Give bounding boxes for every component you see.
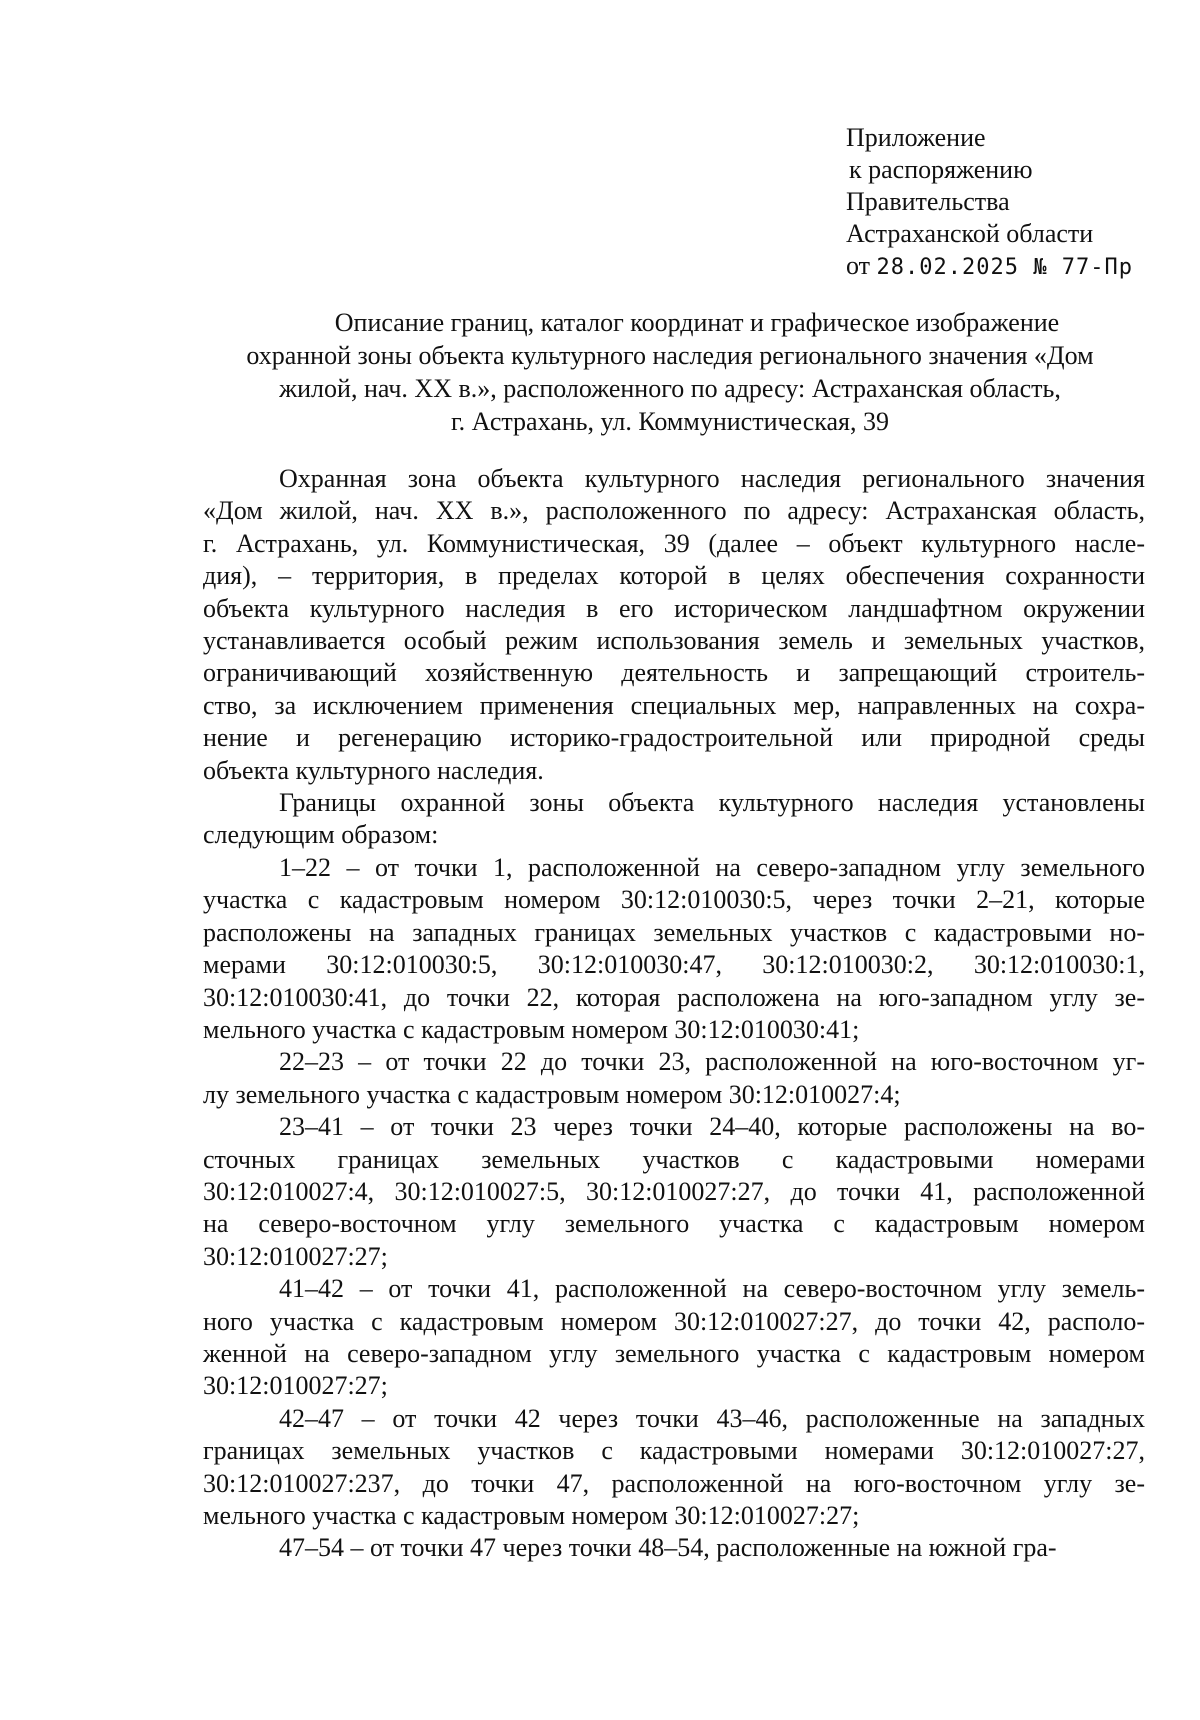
body-paragraph [203, 1532, 1145, 1564]
appendix-line: Приложение [846, 123, 986, 152]
body-paragraph [203, 1111, 1145, 1273]
body-paragraph [203, 852, 1145, 1046]
paragraph-line: расположены на западных границах земельных участков с кадастровыми но- [203, 917, 1145, 947]
paragraph-line: нение и регенерацию историко-градостроительной или природной среды [203, 723, 1145, 753]
appendix-date-line [846, 250, 1133, 284]
paragraph-line: ство, за исключением применения специальных мер, направленных на сохра- [203, 690, 1145, 720]
paragraph-line: 22–23 – от точки 22 до точки 23, расположенной на юго-восточном уг- [279, 1047, 1145, 1077]
title-line: Описание границ, каталог координат и графическое изображение [334, 308, 1060, 337]
paragraph-line: 30:12:010030:41, до точки 22, которая расположена на юго-западном углу зе- [203, 982, 1145, 1012]
paragraph-line: мельного участка с кадастровым номером 30:12:010030:41; [203, 1014, 860, 1044]
title-line: жилой, нач. XX в.», расположенного по адресу: Астраханская область, [279, 374, 1061, 403]
appendix-line: к распоряжению [849, 155, 1033, 184]
paragraph-line: ограничивающий хозяйственную деятельность и запрещающий строитель- [203, 658, 1145, 688]
appendix-header [846, 122, 1133, 284]
appendix-line: Астраханской области [846, 219, 1094, 248]
title-line: охранной зоны объекта культурного наследия регионального значения «Дом [246, 341, 1094, 370]
paragraph-line: 23–41 – от точки 23 через точки 24–40, которые расположены на во- [279, 1112, 1145, 1142]
paragraph-line: 42–47 – от точки 42 через точки 43–46, расположенные на западных [279, 1403, 1145, 1433]
paragraph-line: женной на северо-западном углу земельного участка с кадастровым номером [203, 1338, 1145, 1368]
appendix-line: Правительства [846, 187, 1010, 216]
paragraph-line: участка с кадастровым номером 30:12:010030:5, через точки 2–21, которые [203, 885, 1145, 915]
paragraph-line: следующим образом: [203, 820, 439, 850]
paragraph-line: на северо-восточном углу земельного участка с кадастровым номером [203, 1209, 1145, 1239]
paragraph-line: 47–54 – от точки 47 через точки 48–54, расположенные на южной гра- [279, 1533, 1057, 1563]
paragraph-line: лу земельного участка с кадастровым номером 30:12:010027:4; [203, 1079, 901, 1109]
paragraph-line: устанавливается особый режим использования земель и земельных участков, [203, 626, 1145, 656]
appendix-date-number: 28.02.2025 № 77-Пр [876, 255, 1133, 280]
paragraph-line: дия), – территория, в пределах которой в целях обеспечения сохранности [203, 561, 1145, 591]
paragraph-line: 41–42 – от точки 41, расположенной на северо-восточном углу земель- [279, 1274, 1145, 1304]
paragraph-line: объекта культурного наследия. [203, 755, 544, 785]
paragraph-line: 30:12:010027:4, 30:12:010027:5, 30:12:010027:27, до точки 41, расположенной [203, 1176, 1145, 1206]
body-paragraph [203, 1403, 1145, 1533]
body-paragraph [203, 1273, 1145, 1403]
paragraph-line: Охранная зона объекта культурного наследия регионального значения [279, 464, 1145, 493]
body-paragraph [203, 463, 1145, 787]
paragraph-line: мерами 30:12:010030:5, 30:12:010030:47, 30:12:010030:2, 30:12:010030:1, [203, 950, 1145, 980]
paragraph-line: сточных границах земельных участков с кадастровыми номерами [203, 1144, 1145, 1174]
document-body [203, 463, 1145, 1565]
paragraph-line: 1–22 – от точки 1, расположенной на северо-западном углу земельного [279, 852, 1145, 882]
body-paragraph [203, 787, 1145, 852]
paragraph-line: ного участка с кадастровым номером 30:12:010027:27, до точки 42, располо- [203, 1306, 1145, 1336]
body-paragraph [203, 1046, 1145, 1111]
title-line: г. Астрахань, ул. Коммунистическая, 39 [450, 407, 890, 436]
paragraph-line: 30:12:010027:237, до точки 47, расположенной на юго-восточном углу зе- [203, 1468, 1145, 1498]
paragraph-line: «Дом жилой, нач. XX в.», расположенного по адресу: Астраханская область, [203, 496, 1145, 526]
paragraph-line: г. Астрахань, ул. Коммунистическая, 39 (далее – объект культурного насле- [203, 528, 1145, 558]
paragraph-line: Границы охранной зоны объекта культурного наследия установлены [279, 788, 1145, 818]
paragraph-line: мельного участка с кадастровым номером 30:12:010027:27; [203, 1501, 860, 1530]
paragraph-line: 30:12:010027:27; [203, 1371, 388, 1401]
paragraph-line: границах земельных участков с кадастровыми номерами 30:12:010027:27, [203, 1436, 1145, 1466]
paragraph-line: 30:12:010027:27; [203, 1241, 388, 1271]
paragraph-line: объекта культурного наследия в его историческом ландшафтном окружении [203, 593, 1145, 623]
document-title [190, 306, 1150, 438]
appendix-date-prefix: от [846, 251, 877, 280]
